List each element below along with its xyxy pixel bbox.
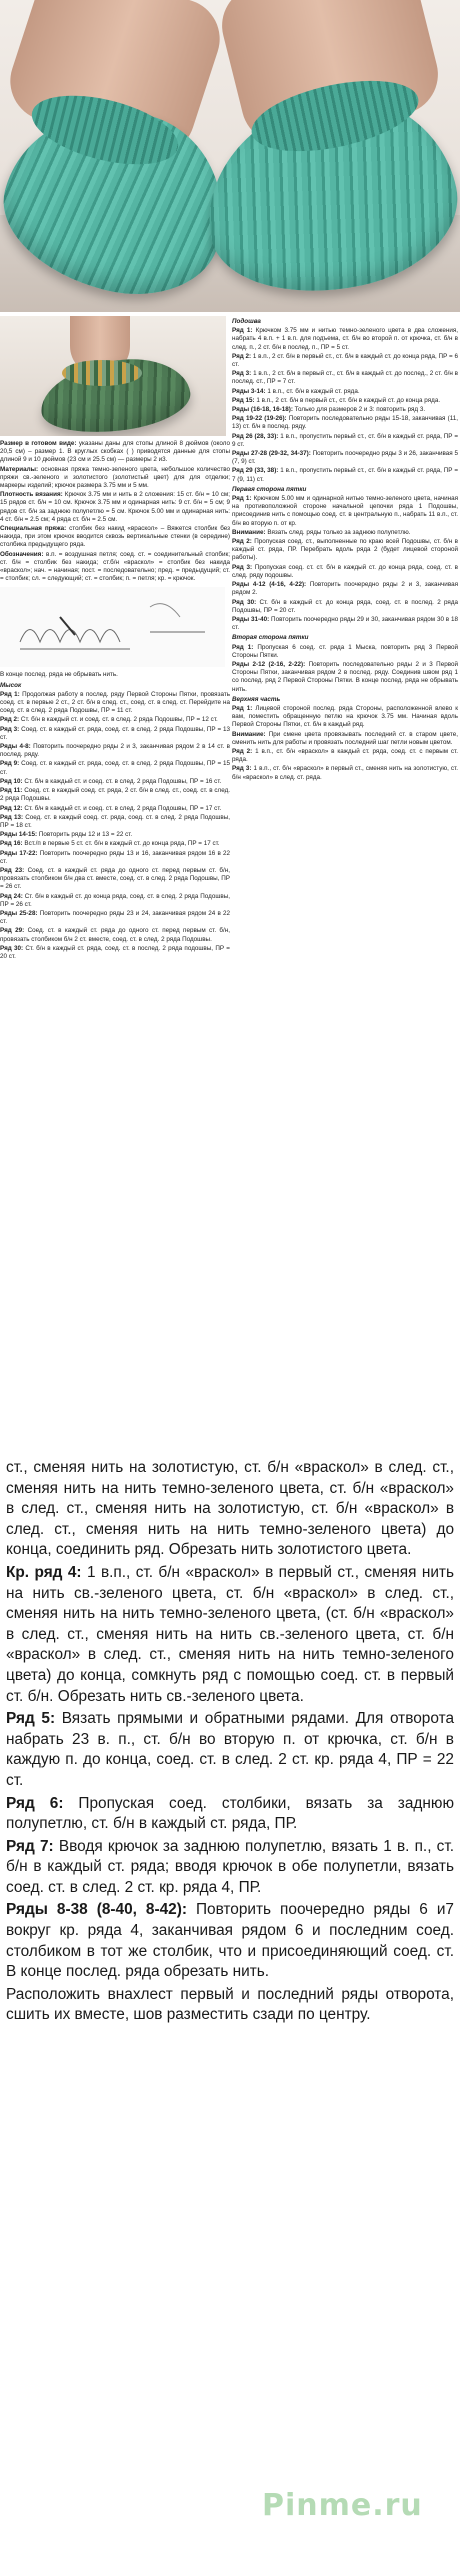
heel1-title: Первая сторона пятки: [232, 485, 307, 493]
intro-gauge: Плотность вязания: Крючок 3.75 мм и нить в 2 сложения: 15 ст. б/н = 10 см; 15 рядов ст. б/н = 10 см. Крючок 3.75 мм и одинарная нить: 9 ст. б/н = 5 см; 9 рядов ст. б/н за заднюю полупетлю = 5 см. Крючок 5.00 мм и одинарная нить: 4 ст. б/н = 2.5 см; 4 ряда ст. б/н = 2.5 см.: [0, 491, 230, 523]
slipper-thumbnail: [0, 316, 226, 436]
toe-row: Ряд 10: Ст. б/н в каждый ст. и соед. ст. в след. 2 ряда Подошвы, ПР = 16 ст.: [0, 777, 222, 785]
stitch-diagram-svg: [0, 587, 225, 667]
intro-materials: Материалы: основная пряжа темно-зеленого цвета, небольшое количество пряжи св.-зеленого и золотистого (золотистый цвет) для для отделки; маркеры изделий; крючок размера 3.75 мм и 5 мм.: [0, 465, 230, 490]
toe-row: Ряд 30: Ст. б/н в каждый ст. ряда, соед. ст. в послед. 2 ряда подошвы, ПР = 20 ст.: [0, 944, 230, 960]
big-row: Кр. ряд 4: 1 в.п., ст. б/н «враскол» в первый ст., сменяя нить на нить св.-зеленого цвета, ст. б/н «враскол» в след. ст., сменяя нить на нить темно-зеленого цвета, (ст. б/н «враскол» в след. ст., сменяя нить на нить св.-зеленого цвета, ст. б/н «враскол» в след. ст., сменяя нить на нить темно-зеленого цвета) до конца, сомкнуть ряд с помощью соед. ст. в первый ст. б/н. Обрезать нить св.-зеленого цвета.: [6, 1563, 454, 1705]
slippers-photo: [0, 0, 460, 312]
toe-row: Ряд 2: Ст. б/н в каждый ст. и соед. ст. в след. 2 ряда Подошвы, ПР = 12 ст.: [0, 716, 218, 724]
toe-row: Ряд 16: Вст./п в первые 5 ст. ст. б/н в каждый ст. до конца ряда, ПР = 17 ст.: [0, 840, 220, 848]
thumb-cuff: [62, 360, 142, 386]
heel2-title: Вторая сторона пятки: [232, 634, 309, 642]
toe-row: Ряд 3: Соед. ст. в каждый ст. ряда, соед. ст. в след. 2 ряда Подошвы, ПР = 13 ст.: [0, 725, 230, 741]
sole-row: Ряд 2: 1 в.п., 2 ст. б/н в первый ст., ст. б/н в каждый ст. до конца ряда, ПР = 6 ст.: [232, 352, 458, 369]
big-row: Ряд 7: Вводя крючок за заднюю полупетлю, вязать 1 в. п., ст. б/н в каждый ст. ряда; вводя крючок в обе полупетли, вязать соед. ст. в след. 2 ст. кр. ряда 4, ПР.: [6, 1837, 454, 1896]
tail-text: Расположить внахлест первый и последний ряды отворота, сшить их вместе, шов разместить сзади по центру.: [6, 1985, 454, 2024]
toe-row: Ряды 4-8: Повторить поочередно ряды 2 и 3, заканчивая рядом 2 в 14 ст. в послед. ряду.: [0, 743, 230, 759]
intro-abbreviations: Обозначения: в.п. = воздушная петля; соед. ст. = соединительный столбик; ст. б/н = столбик без накида; ст.б/н «враскол» = столбик без накида «враскол»; нач. = начиная; пост. = последовательно; пред. = предыдущий; ст. = столбик; сл. = следующий; ст. = столбик; п. = петля; кр. = крючок.: [0, 550, 230, 583]
heel1-row: Ряды 4-12 (4-16, 4-22): Повторить поочередно ряды 2 и 3, заканчивая рядом 2.: [232, 581, 458, 597]
sole-row: Ряды 3-14: 1 в.п., ст. б/н в каждый ст. ряда.: [232, 387, 360, 395]
toe-title: Мысок: [0, 681, 22, 689]
heel1-row: Внимание: Вязать след. ряды только за заднюю полупетлю.: [232, 528, 411, 536]
sole-row: Ряд 1: Крючком 3.75 мм и нитью темно-зеленого цвета в два сложения, набрать 4 в.п. + 1 в.п. для подъема, ст. б/н во второй п. от крючка, ст. б/н в след. п., 2 ст. б/н в послед. п., ПР = 5 ст.: [232, 327, 459, 351]
intro-special-stitch: Специальная пряжа: столбик без накид «враскол» – Вяжется столбик без накида, при этом крючок вводится сквозь вертикальные стенки (в середине) столбика предыдущего ряда.: [0, 525, 230, 549]
heel1-row: Ряд 1: Крючком 5.00 мм и одинарной нитью темно-зеленого цвета, начиная на противоположной стороне начальной цепочки ряда 1 Подошвы, присоединив нить с помощью соед. ст. в центральную п., набрать 11 в.п., ст. б/н во вторую п. от кр.: [232, 495, 459, 527]
sole-row: Ряд 15: 1 в.п., 2 ст. б/н в первый ст., ст. б/н в каждый ст. до конца ряда.: [232, 396, 441, 404]
heel1-row: Ряд 30: Ст. б/н в каждый ст. до конца ряда, соед. ст. в послед. 2 ряда Подошвы, ПР = 20 ст.: [232, 598, 458, 614]
heel1-row: Ряд 3: Пропуская соед. ст. ст. б/н в каждый ст. до конца ряда, соед. ст. в след. ряду подошвы.: [232, 563, 458, 579]
cuff-row: Внимание: При смене цвета провязывать последний ст. в старом цвете, сменить нить для работы и провязать последний шаг петли новым цветом.: [232, 730, 458, 746]
sole-row: Ряды 27-28 (29-32, 34-37): Повторить поочередно ряды 3 и 26, заканчивая 5 (7, 9) ст.: [232, 450, 458, 466]
watermark: Pinme.ru: [262, 2488, 423, 2523]
sole-row: Ряд 19-22 (19-26): Повторить последовательно ряды 15-18, заканчивая (11, 13) ст. б/н в послед. ряду.: [232, 415, 458, 431]
big-row: Ряды 8-38 (8-40, 8-42): Повторить поочередно ряды 6 и7 вокруг кр. ряда 4, заканчивая рядом 6 и последним соед. столбиком в тот же столбик, что и присоединяющий соед. ст. В конце послед. ряда обрезать нить.: [6, 1901, 454, 1981]
sole-row: Ряд 26 (28, 33): 1 в.п., пропустить первый ст., ст. б/н в каждый ст. ряда, ПР = 9 ст.: [232, 432, 459, 448]
toe-footnote: В конце послед. ряда не обрывать нить.: [0, 671, 118, 679]
big-row: Ряд 6: Пропуская соед. столбики, вязать за заднюю полупетлю, ст. б/н в каждый ст. ряда, ПР.: [6, 1794, 454, 1833]
heel2-row: Ряд 1: Пропуская 6 соед. ст. ряда 1 Мыска, повторить ряд 3 Первой Стороны Пятки.: [232, 643, 459, 659]
cuff-title: Верхняя часть: [232, 695, 281, 703]
heel2-row: Ряды 2-12 (2-16, 2-22): Повторить последовательно ряды 2 и 3 Первой Стороны Пятки, заканчивая рядом 2 в послед. ряду. Соединив швом ряд 1 со послед. ряд 2 Первой Стороны Пятки. В конце послед. ряда не обрывать нить.: [232, 660, 458, 693]
toe-row: Ряды 25-28: Повторить поочередно ряды 23 и 24, заканчивая рядом 24 в 22 ст.: [0, 909, 230, 926]
toe-row: Ряд 9: Соед. ст. в каждый ст. ряда, соед. ст. в след. 2 ряда Подошвы, ПР = 15 ст.: [0, 760, 230, 776]
toe-row: Ряд 13: Соед. ст. в каждый соед. ст. ряда, соед. ст. в след. 2 ряда Подошвы, ПР = 18 ст.: [0, 813, 230, 829]
left-column: [0, 316, 230, 962]
cuff-row: Ряд 1: Лицевой стороной послед. ряда Стороны, расположенной влево к вам, поместить обращенную петлю на крючок 3.75 мм. Начиная вдоль Первой Стороны Пятки, ст. б/н в каждый ряд.: [232, 704, 458, 729]
stitch-diagram: [0, 587, 225, 667]
toe-row: Ряд 11: Соед. ст. в каждый соед. ст. ряда, 2 ст. б/н в след. ст., соед. ст. в след. 2 ряда Подошвы.: [0, 787, 231, 803]
enlarged-instructions: [6, 1458, 454, 2028]
toe-row: Ряд 23: Соед. ст. в каждый ст. ряда до одного ст. перед первым ст. б/н, провязать столбиком б/н два ст. вместе, соед. ст. в след. 2 ряда Подошвы, ПР = 26 ст.: [0, 866, 230, 891]
big-row: Ряд 5: Вязать прямыми и обратными рядами. Для отворота набрать 23 в. п., ст. б/н во вторую п. от крючка, ст. б/н в каждую п. до конца, соед. ст. в след. 2 ст. кр. ряда 4, ПР = 22 ст.: [6, 1710, 455, 1789]
toe-row: Ряд 1: Продолжая работу в послед. ряду Первой Стороны Пятки, провязать соед. ст. в первые 2 ст., 2 ст. б/н в след. ст., соед. ст. в след. ст. Перейдите на соед. ст. в след. 2 ряда Подошвы, ПР = 11 ст.: [0, 690, 230, 715]
toe-row: Ряд 24: Ст. б/н в каждый ст. до конца ряда, соед. ст. в след. 2 ряда Подошвы, ПР = 26 ст.: [0, 892, 230, 908]
toe-row: Ряды 17-22: Повторить поочередно ряды 13 и 16, заканчивая рядом 16 в 22 ст.: [0, 849, 230, 865]
sole-row: Ряд 29 (33, 38): 1 в.п., пропустить первый ст., ст. б/н в каждый ст. ряда, ПР = 7 (9, 11) ст.: [232, 467, 459, 483]
cuff-row: Ряд 3: 1 в.п., ст. б/н «враскол» в первый ст., сменяя нить на золотистую, ст. б/н «враскол» в след. ст. ряда.: [232, 765, 458, 781]
sole-title: Подошва: [232, 318, 261, 325]
sole-row: Ряды (16-18, 16-18): Только для размеров 2 и 3: повторить ряд 3.: [232, 406, 426, 414]
toe-row: Ряд 12: Ст. б/н в каждый ст. и соед. ст. в след. 2 ряда Подошвы, ПР = 17 ст.: [0, 804, 222, 812]
heel1-row: Ряды 31-40: Повторить поочередно ряды 29 и 30, заканчивая рядом 30 в 18 ст.: [232, 615, 458, 632]
continuation-text: ст., сменяя нить на золотистую, ст. б/н «враскол» в след. ст., сменяя нить на нить темно-зеленого цвета, ст. б/н «враскол» в след. ст., сменяя нить на золотистую, ст. б/н «враскол» в след. ст., сменяя нить на нить темно-зеленого цвета) до конца, соединить ряд. Обрезать нить золотистого цвета.: [6, 1459, 454, 1559]
toe-row: Ряды 14-15: Повторить ряды 12 и 13 = 22 ст.: [0, 831, 133, 839]
heel1-row: Ряд 2: Пропуская соед. ст., выполненные по краю всей Подошвы, ст. б/н в каждый ст. ряда, ПР. Перебрать вдоль ряда 2 (будет лицевой стороной работы).: [232, 538, 458, 562]
sole-row: Ряд 3: 1 в.п., 2 ст. б/н в первый ст., ст. б/н в каждый ст. до послед., 2 ст. б/н в послед. ст., ПР = 7 ст.: [232, 370, 458, 386]
right-column: [232, 316, 458, 783]
intro-size: Размер в готовом виде: указаны даны для стопы длиной 8 дюймов (около 20,5 см) – размер 1. В круглых скобках ( ) приводятся данные для стопы длиной 9 и 10 дюймов (23 см и 25.5 см) — размеры 2 и3.: [0, 440, 230, 464]
cuff-row: Ряд 2: 1 в.п., ст. б/н «враскол» в каждый ст. ряда, соед. ст. с первым ст. ряда.: [232, 747, 458, 764]
toe-row: Ряд 29: Соед. ст. в каждый ст. ряда до одного ст. перед первым ст. б/н, провязать столбиком б/н 2 ст. вместе, соед. ст. в след. 2 ряда Подошвы.: [0, 927, 230, 943]
